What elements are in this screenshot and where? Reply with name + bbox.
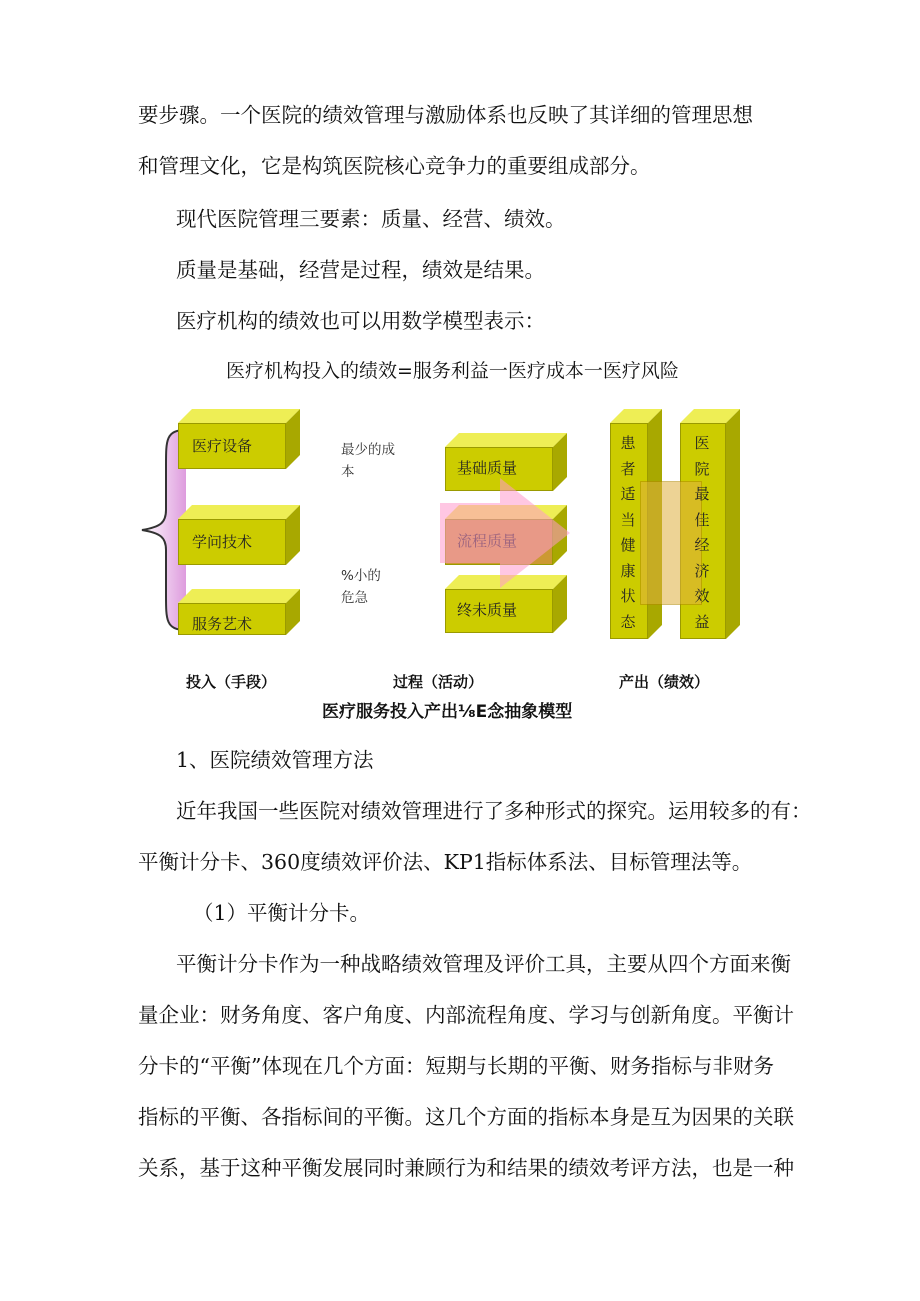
input-box-knowledge: [178, 505, 300, 565]
process-arrow: [430, 473, 580, 593]
text-line: 关系，基于这种平衡发展同时兼顾行为和结果的绩效考评方法，也是一种: [138, 1156, 794, 1180]
input-label: 学问技术: [192, 533, 253, 551]
text-line: 医疗机构的绩效也可以用数学模型表示：: [176, 309, 545, 333]
text-line: 平衡计分卡作为一种战略绩效管理及评价工具，主要从四个方面来衡: [176, 952, 791, 976]
input-label: 医疗设备: [192, 437, 253, 455]
text-line: 量企业：财务角度、客户角度、内部流程角度、学习与创新角度。平衡计: [138, 1003, 794, 1027]
text-line: 质量是基础，经营是过程，绩效是结果。: [176, 258, 545, 282]
label-process: 过程（活动）: [393, 673, 484, 691]
text-line: 指标的平衡、各指标间的平衡。这几个方面的指标本身是互为因果的关联: [138, 1105, 794, 1129]
diagram: [0, 395, 920, 725]
output-text-patient: 患 者 适 当 健 康 状 态: [620, 434, 636, 631]
note-min-cost: 最少的成 本: [341, 442, 395, 480]
input-box-service: [178, 589, 300, 635]
label-output: 产出（绩效）: [619, 673, 710, 691]
formula: 医疗机构投入的绩效=服务利益一医疗成本一医疗风险: [226, 360, 679, 382]
section-heading: 1、医院绩效管理方法: [176, 748, 374, 772]
text-line: 分卡的“平衡”体现在几个方面：短期与长期的平衡、财务指标与非财务: [138, 1054, 774, 1078]
note-min-risk: %小的 危急: [341, 568, 381, 606]
text-line: 和管理文化，它是构筑医院核心竞争力的重要组成部分。: [138, 154, 651, 178]
label-input: 投入（手段）: [186, 673, 277, 691]
diagram-caption: 医疗服务投入产出⅛E念抽象模型: [322, 702, 573, 722]
input-label: 服务艺术: [192, 615, 253, 633]
subsection-heading: （1）平衡计分卡。: [193, 901, 371, 925]
input-box-equipment: [178, 409, 300, 469]
text-line: 现代医院管理三要素：质量、经营、绩效。: [176, 207, 566, 231]
output-text-hospital: 医 院 最 佳 经 济 效 益: [694, 434, 710, 631]
text-line: 平衡计分卡、360度绩效评价法、KP1指标体系法、目标管理法等。: [138, 850, 753, 874]
text-line: 近年我国一些医院对绩效管理进行了多种形式的探究。运用较多的有：: [176, 799, 812, 823]
process-label: 基础质量: [457, 459, 518, 477]
text-line: 要步骤。一个医院的绩效管理与激励体系也反映了其详细的管理思想: [138, 103, 753, 127]
process-label: 终未质量: [457, 601, 518, 619]
